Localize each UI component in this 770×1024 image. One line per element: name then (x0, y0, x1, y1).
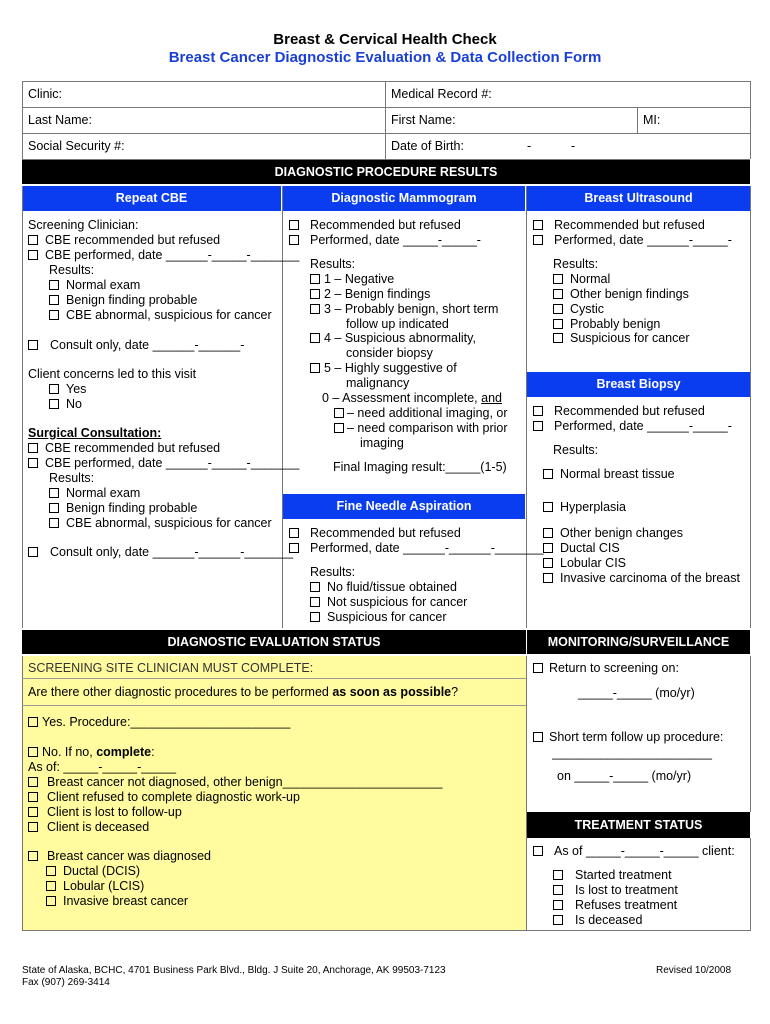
mammo-refused-checkbox[interactable]: Recommended but refused (289, 218, 461, 233)
concerns-no-checkbox[interactable]: No (49, 397, 82, 412)
last-name-field[interactable]: Last Name: (28, 113, 92, 127)
biopsy-header: Breast Biopsy (527, 372, 750, 397)
lost-treatment-checkbox[interactable]: Is lost to treatment (553, 883, 678, 898)
mammo-r5-continued: malignancy (346, 376, 410, 390)
ssn-field[interactable]: Social Security #: (28, 139, 125, 153)
dob-field[interactable]: Date of Birth: (391, 139, 464, 153)
us-results-label: Results: (553, 257, 599, 271)
cbe-refused-checkbox[interactable]: CBE recommended but refused (28, 233, 220, 248)
must-complete-label: SCREENING SITE CLINICIAN MUST COMPLETE: (28, 661, 314, 675)
monitoring-header: MONITORING/SURVEILLANCE (527, 630, 750, 654)
short-term-date[interactable]: on _____-_____ (mo/yr) (557, 769, 692, 783)
short-term-checkbox[interactable]: Short term follow up procedure: (533, 730, 723, 745)
mi-field[interactable]: MI: (643, 113, 661, 127)
biopsy-r6-checkbox[interactable]: Invasive carcinoma of the breast (543, 571, 740, 586)
invasive-checkbox[interactable]: Invasive breast cancer (46, 894, 188, 909)
fna-refused-checkbox[interactable]: Recommended but refused (289, 526, 461, 541)
cbe-normal-checkbox[interactable]: Normal exam (49, 278, 140, 293)
mammo-r5-checkbox[interactable]: 5 – Highly suggestive of (310, 361, 457, 376)
first-name-field[interactable]: First Name: (391, 113, 456, 127)
footer-address: State of Alaska, BCHC, 4701 Business Park Blvd., Bldg. J Suite 20, Anchorage, AK 99503-7123 (22, 965, 446, 976)
no-complete-checkbox[interactable]: No. If no, complete: (28, 745, 155, 760)
mammo-r0-label: 0 – Assessment incomplete, and (322, 391, 502, 405)
surgical-consult-checkbox[interactable]: Consult only, date ______-______-_______ (28, 545, 293, 560)
biopsy-r5-checkbox[interactable]: Lobular CIS (543, 556, 626, 571)
fna-results-label: Results: (310, 565, 356, 579)
refuses-treatment-checkbox[interactable]: Refuses treatment (553, 898, 677, 913)
return-screening-checkbox[interactable]: Return to screening on: (533, 661, 679, 676)
not-diagnosed-checkbox[interactable]: Breast cancer not diagnosed, other benign_______________________ (28, 775, 442, 790)
us-performed-checkbox[interactable]: Performed, date ______-_____- (533, 233, 732, 248)
mammo-r0-comparison-checkbox[interactable]: – need comparison with prior (334, 421, 508, 436)
treatment-as-of-checkbox[interactable]: As of _____-_____-_____ client: (533, 844, 735, 859)
us-r3-checkbox[interactable]: Cystic (553, 302, 604, 317)
surgical-results-label: Results: (49, 471, 95, 485)
fna-performed-checkbox[interactable]: Performed, date ______-______-_______ (289, 541, 544, 556)
mammo-r1-checkbox[interactable]: 1 – Negative (310, 272, 394, 287)
mammo-r4-continued: consider biopsy (346, 346, 433, 360)
biopsy-r1-checkbox[interactable]: Normal breast tissue (543, 467, 675, 482)
lcis-checkbox[interactable]: Lobular (LCIS) (46, 879, 144, 894)
mammo-r2-checkbox[interactable]: 2 – Benign findings (310, 287, 430, 302)
biopsy-r3-checkbox[interactable]: Other benign changes (543, 526, 683, 541)
surgical-refused-checkbox[interactable]: CBE recommended but refused (28, 441, 220, 456)
form-title: Breast & Cervical Health Check (273, 31, 497, 48)
biopsy-r2-checkbox[interactable]: Hyperplasia (543, 500, 626, 515)
biopsy-r4-checkbox[interactable]: Ductal CIS (543, 541, 620, 556)
concerns-yes-checkbox[interactable]: Yes (49, 382, 86, 397)
mammo-r0-imaging-checkbox[interactable]: – need additional imaging, or (334, 406, 508, 421)
dcis-checkbox[interactable]: Ductal (DCIS) (46, 864, 140, 879)
us-r5-checkbox[interactable]: Suspicious for cancer (553, 331, 690, 346)
return-screening-date[interactable]: _____-_____ (mo/yr) (578, 686, 695, 700)
screening-clinician-label: Screening Clinician: (28, 218, 139, 232)
client-deceased-checkbox[interactable]: Client is deceased (28, 820, 149, 835)
clinic-field[interactable]: Clinic: (28, 87, 63, 101)
surgical-abnormal-checkbox[interactable]: CBE abnormal, suspicious for cancer (49, 516, 272, 531)
surgical-consultation-label: Surgical Consultation: (28, 426, 162, 440)
surgical-normal-checkbox[interactable]: Normal exam (49, 486, 140, 501)
biopsy-results-label: Results: (553, 443, 599, 457)
us-r2-checkbox[interactable]: Other benign findings (553, 287, 689, 302)
evaluation-header: DIAGNOSTIC EVALUATION STATUS (22, 630, 526, 654)
fna-header: Fine Needle Aspiration (283, 494, 525, 519)
surgical-performed-checkbox[interactable]: CBE performed, date ______-_____-_______ (28, 456, 299, 471)
treatment-header: TREATMENT STATUS (527, 812, 750, 838)
ultrasound-header: Breast Ultrasound (527, 186, 750, 211)
fna-r3-checkbox[interactable]: Suspicious for cancer (310, 610, 447, 625)
mammo-r4-checkbox[interactable]: 4 – Suspicious abnormality, (310, 331, 476, 346)
short-term-procedure-line[interactable]: _______________________ (552, 746, 712, 760)
biopsy-performed-checkbox[interactable]: Performed, date ______-_____- (533, 419, 732, 434)
surgical-benign-checkbox[interactable]: Benign finding probable (49, 501, 197, 516)
repeat-cbe-header: Repeat CBE (22, 186, 281, 211)
fna-r2-checkbox[interactable]: Not suspicious for cancer (310, 595, 467, 610)
mammo-r0-continued: imaging (360, 436, 404, 450)
cancer-diagnosed-checkbox[interactable]: Breast cancer was diagnosed (28, 849, 211, 864)
final-imaging-result[interactable]: Final Imaging result:_____(1-5) (333, 460, 507, 474)
client-lost-checkbox[interactable]: Client is lost to follow-up (28, 805, 182, 820)
us-refused-checkbox[interactable]: Recommended but refused (533, 218, 705, 233)
us-r1-checkbox[interactable]: Normal (553, 272, 610, 287)
footer-fax: Fax (907) 269-3414 (22, 977, 110, 988)
mammo-r3-continued: follow up indicated (346, 317, 449, 331)
yes-procedure-checkbox[interactable]: Yes. Procedure:_______________________ (28, 715, 290, 730)
dob-separator: - (571, 139, 576, 153)
medical-record-field[interactable]: Medical Record #: (391, 87, 492, 101)
client-refused-checkbox[interactable]: Client refused to complete diagnostic work-up (28, 790, 300, 805)
us-r4-checkbox[interactable]: Probably benign (553, 317, 660, 332)
consult-only-checkbox[interactable]: Consult only, date ______-______- (28, 338, 244, 353)
cbe-abnormal-checkbox[interactable]: CBE abnormal, suspicious for cancer (49, 308, 272, 323)
other-procedures-question: Are there other diagnostic procedures to be performed as soon as possible? (28, 685, 459, 699)
mammo-r3-checkbox[interactable]: 3 – Probably benign, short term (310, 302, 498, 317)
mammo-performed-checkbox[interactable]: Performed, date _____-_____- (289, 233, 481, 248)
footer-revised: Revised 10/2008 (656, 965, 732, 976)
started-treatment-checkbox[interactable]: Started treatment (553, 868, 672, 883)
as-of-date[interactable]: As of: _____-_____-_____ (28, 760, 177, 774)
mammogram-header: Diagnostic Mammogram (283, 186, 525, 211)
dob-separator: - (527, 139, 532, 153)
biopsy-refused-checkbox[interactable]: Recommended but refused (533, 404, 705, 419)
mammo-results-label: Results: (310, 257, 356, 271)
procedures-header: DIAGNOSTIC PROCEDURE RESULTS (22, 160, 750, 184)
deceased-treatment-checkbox[interactable]: Is deceased (553, 913, 642, 928)
cbe-benign-checkbox[interactable]: Benign finding probable (49, 293, 197, 308)
cbe-results-label: Results: (49, 263, 95, 277)
cbe-performed-checkbox[interactable]: CBE performed, date ______-_____-_______ (28, 248, 299, 263)
form-subtitle: Breast Cancer Diagnostic Evaluation & Data Collection Form (168, 49, 602, 66)
client-concerns-label: Client concerns led to this visit (28, 367, 197, 381)
fna-r1-checkbox[interactable]: No fluid/tissue obtained (310, 580, 457, 595)
